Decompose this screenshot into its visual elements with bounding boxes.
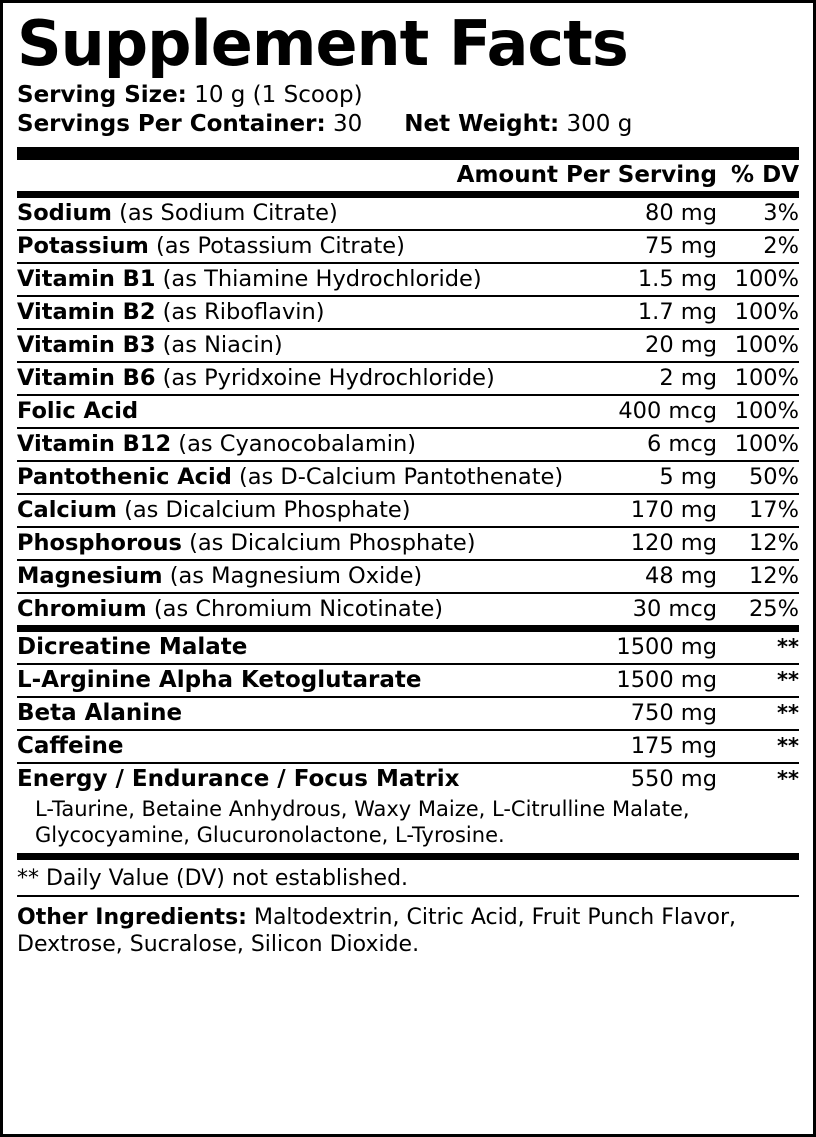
table-row (17, 198, 799, 230)
dv-cell: 100% (717, 395, 799, 428)
nutrient-cell: Pantothenic Acid (as D-Calcium Pantothenate) (17, 461, 589, 494)
dv-cell: 100% (717, 263, 799, 296)
facts-table-body (17, 160, 799, 191)
divider-medium-blend (17, 625, 799, 632)
header-percent-dv: % DV (731, 161, 799, 188)
amount-cell: 1.5 mg (589, 263, 717, 296)
dv-cell: ** (717, 697, 799, 730)
table-row (17, 730, 799, 763)
table-row (17, 362, 799, 395)
net-weight-value: 300 g (566, 111, 633, 138)
nutrient-cell: Vitamin B6 (as Pyridxoine Hydrochloride) (17, 362, 589, 395)
dv-cell: 2% (717, 230, 799, 263)
table-row (17, 527, 799, 560)
amount-cell: 1500 mg (589, 664, 717, 697)
dv-cell: 100% (717, 329, 799, 362)
amount-cell: 5 mg (589, 461, 717, 494)
table-row (17, 230, 799, 263)
serving-size-value: 10 g (1 Scoop) (194, 82, 363, 108)
nutrients-table (17, 198, 799, 625)
table-row (17, 428, 799, 461)
table-row (17, 593, 799, 625)
serving-size-line (17, 81, 799, 110)
amount-cell: 1.7 mg (589, 296, 717, 329)
amount-cell: 170 mg (589, 494, 717, 527)
matrix-ingredients: L-Taurine, Betaine Anhydrous, Waxy Maize, L-Citrulline Malate, Glycocyamine, Glucuronolactone, L-Tyrosine. (35, 796, 690, 848)
dv-cell: 12% (717, 560, 799, 593)
blend-name-cell: Energy / Endurance / Focus Matrix (17, 765, 460, 792)
nutrients-table-body (17, 198, 799, 625)
dv-cell: ** (717, 632, 799, 664)
servings-per-container-value: 30 (333, 111, 363, 138)
net-weight-label: Net Weight: (404, 111, 560, 138)
divider-thick-top (17, 147, 799, 160)
table-row (17, 395, 799, 428)
page-title: Supplement Facts (17, 7, 628, 80)
nutrient-cell: Vitamin B2 (as Riboflavin) (17, 296, 589, 329)
divider-medium-footnote (17, 853, 799, 860)
divider-medium-header (17, 191, 799, 198)
dv-cell: 25% (748, 595, 799, 622)
facts-table (17, 160, 799, 191)
servings-per-container-line (17, 110, 799, 139)
amount-cell: 175 mg (589, 730, 717, 763)
table-row (17, 494, 799, 527)
table-row (17, 461, 799, 494)
table-header-row (17, 160, 799, 191)
table-row (17, 329, 799, 362)
other-ingredients-label: Other Ingredients: (17, 904, 247, 930)
table-row (17, 560, 799, 593)
blend-table-body (17, 632, 799, 853)
nutrient-cell: Potassium (as Potassium Citrate) (17, 230, 589, 263)
nutrient-cell: Calcium (as Dicalcium Phosphate) (17, 494, 589, 527)
table-row (17, 763, 799, 795)
blend-name-cell: Caffeine (17, 730, 589, 763)
dv-cell: 100% (717, 296, 799, 329)
amount-cell: 20 mg (589, 329, 717, 362)
dv-cell: 17% (717, 494, 799, 527)
dv-footnote: ** Daily Value (DV) not established. (17, 865, 409, 891)
nutrient-cell: Folic Acid (17, 395, 589, 428)
servings-per-container-label: Servings Per Container: (17, 111, 326, 138)
dv-cell: 50% (717, 461, 799, 494)
blend-name-cell: Beta Alanine (17, 697, 589, 730)
amount-cell: 6 mcg (589, 428, 717, 461)
nutrient-cell: Vitamin B1 (as Thiamine Hydrochloride) (17, 263, 589, 296)
dv-cell: ** (717, 664, 799, 697)
amount-cell: 75 mg (589, 230, 717, 263)
amount-cell: 48 mg (589, 560, 717, 593)
header-amount-per-serving: Amount Per Serving (456, 161, 717, 188)
table-row (17, 296, 799, 329)
nutrient-cell: Magnesium (as Magnesium Oxide) (17, 560, 589, 593)
nutrient-cell: Vitamin B3 (as Niacin) (17, 329, 589, 362)
dv-cell: 12% (717, 527, 799, 560)
nutrient-cell: Vitamin B12 (as Cyanocobalamin) (17, 428, 589, 461)
table-row (17, 263, 799, 296)
amount-cell: 30 mcg (632, 595, 717, 622)
header-spacer (17, 160, 449, 191)
other-ingredients (17, 897, 799, 959)
amount-cell: 80 mg (589, 198, 717, 230)
blend-name-cell: L-Arginine Alpha Ketoglutarate (17, 664, 589, 697)
amount-cell: 400 mcg (589, 395, 717, 428)
amount-cell: 2 mg (589, 362, 717, 395)
nutrient-cell: Sodium (as Sodium Citrate) (17, 198, 589, 230)
blend-name-cell: Dicreatine Malate (17, 632, 589, 664)
serving-size-label: Serving Size: (17, 82, 187, 108)
dv-cell: ** (777, 766, 799, 791)
dv-cell: 3% (717, 198, 799, 230)
other-ingredients-value: Maltodextrin, Citric Acid, Fruit Punch Flavor, Dextrose, Sucralose, Silicon Dioxide. (17, 904, 736, 958)
table-row (17, 664, 799, 697)
dv-cell: 100% (717, 362, 799, 395)
dv-cell: 100% (717, 428, 799, 461)
nutrient-cell: Chromium (as Chromium Nicotinate) (17, 595, 444, 622)
amount-cell: 750 mg (589, 697, 717, 730)
amount-cell: 120 mg (589, 527, 717, 560)
amount-cell: 1500 mg (589, 632, 717, 664)
amount-cell: 550 mg (630, 765, 717, 792)
dv-cell: ** (717, 730, 799, 763)
table-row (17, 697, 799, 730)
table-row (17, 632, 799, 664)
blend-table (17, 632, 799, 853)
matrix-ingredients-row (17, 795, 799, 853)
nutrient-cell: Phosphorous (as Dicalcium Phosphate) (17, 527, 589, 560)
